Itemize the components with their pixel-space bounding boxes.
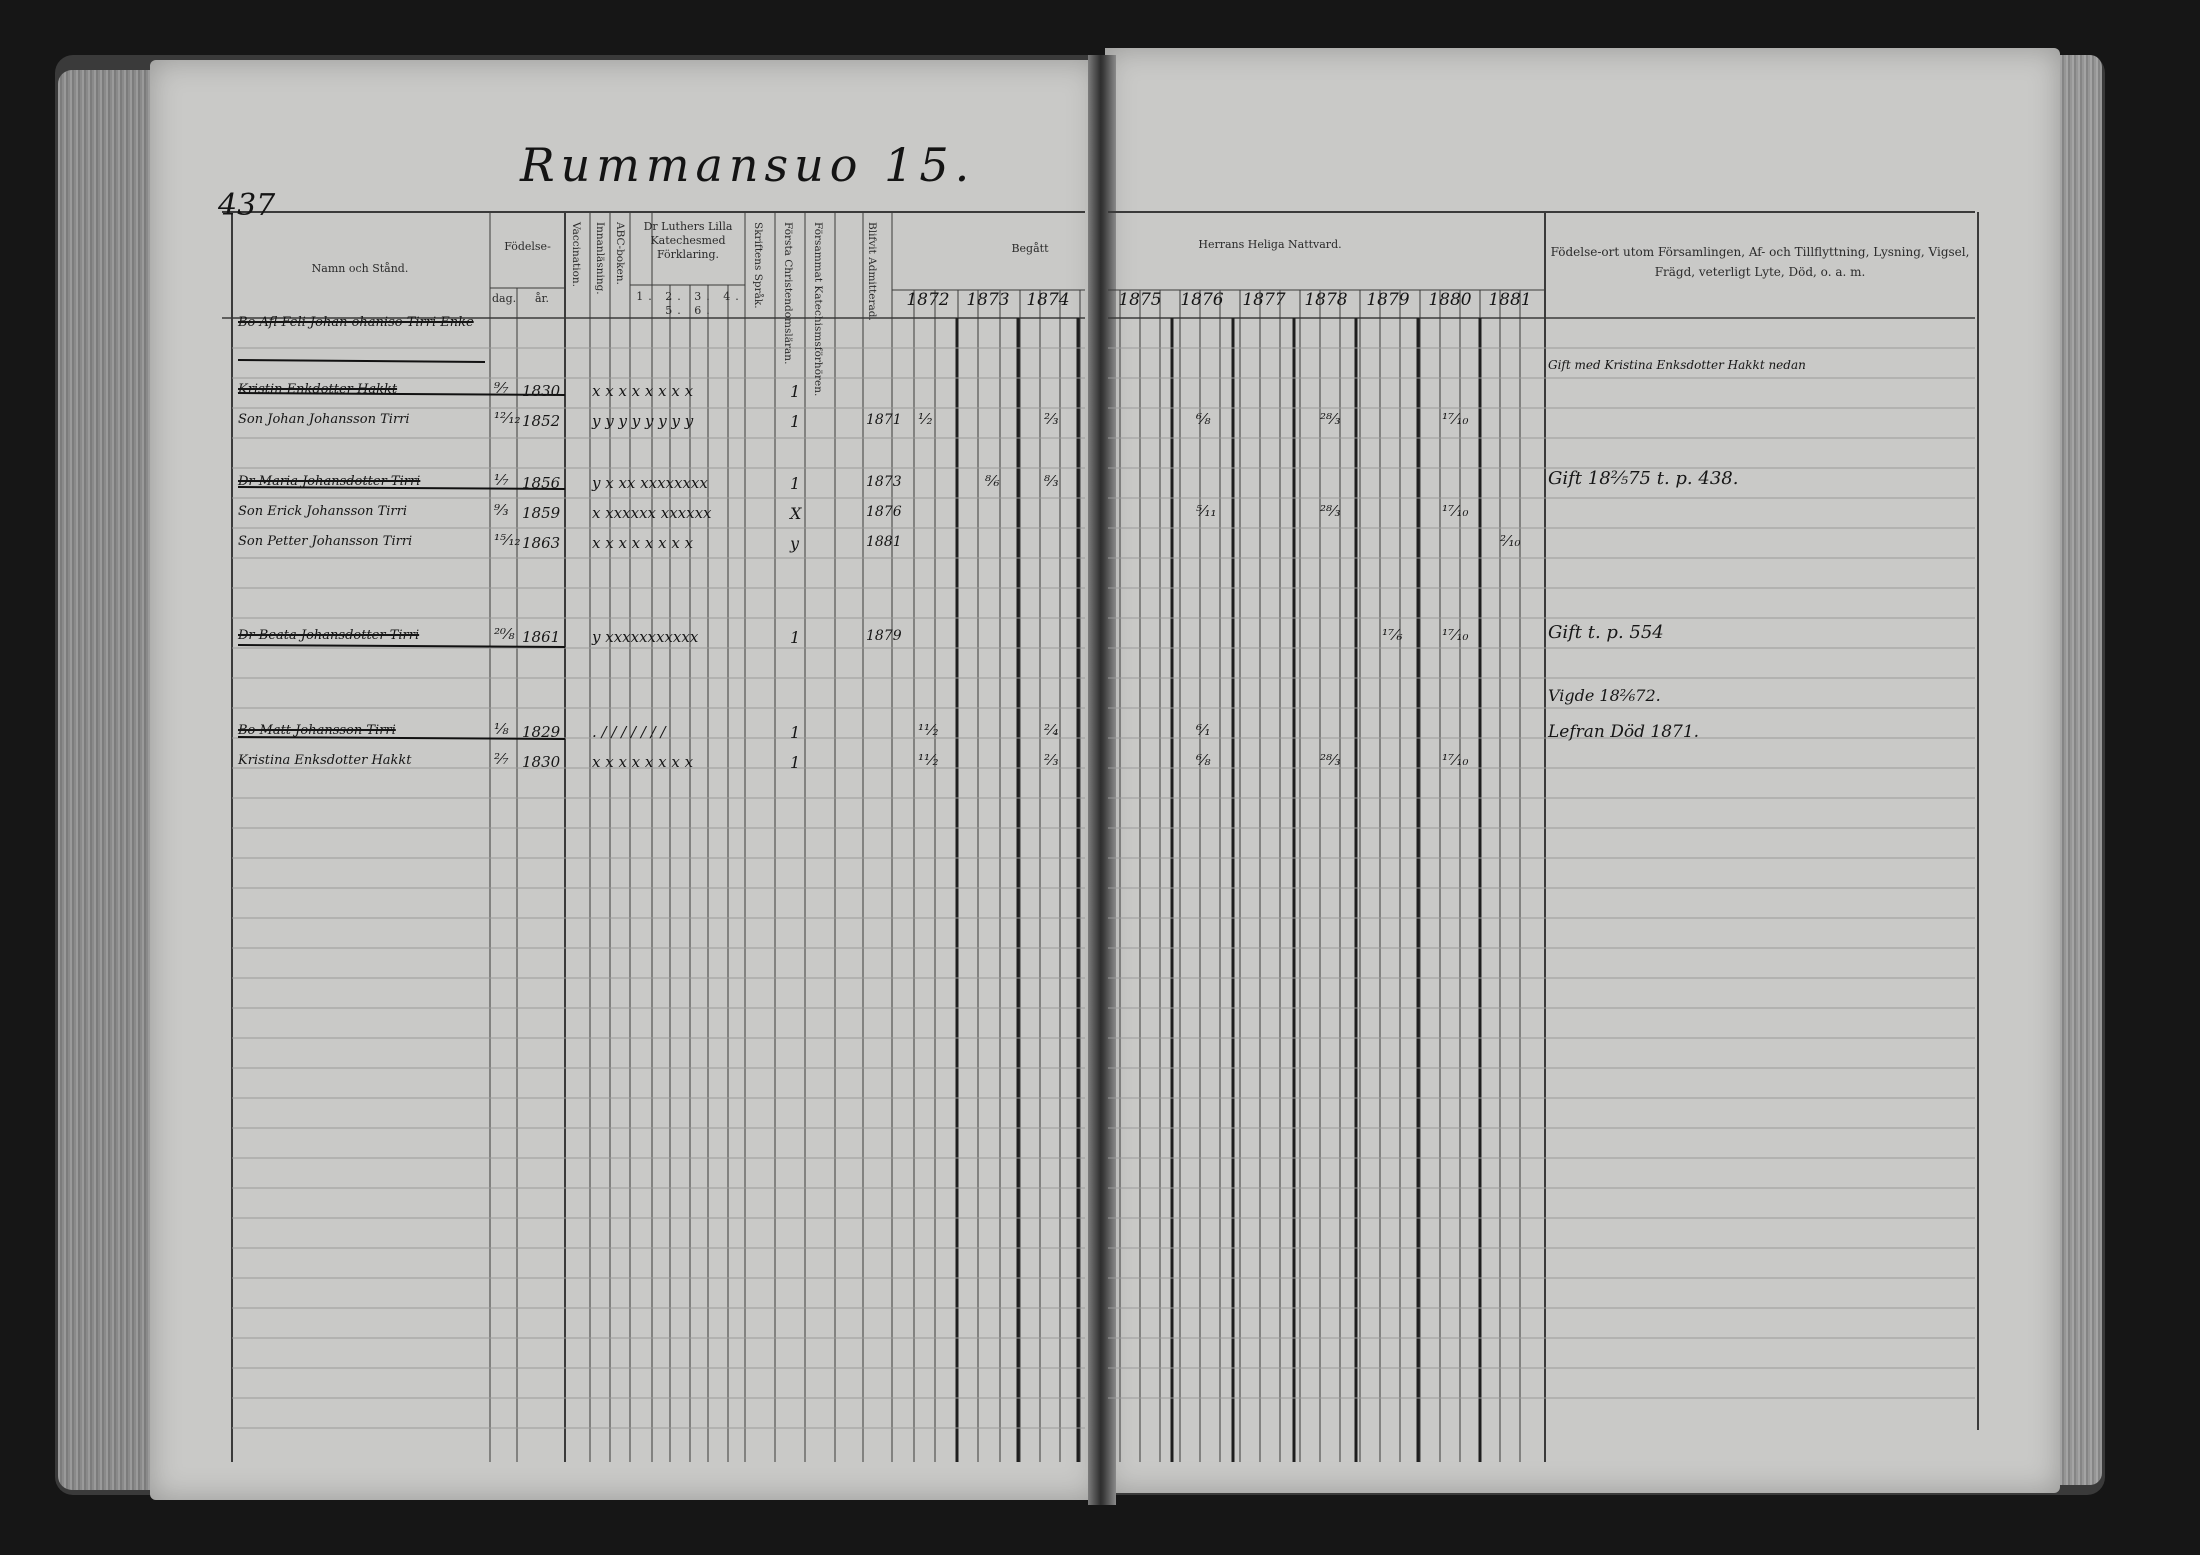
year-1881: 1881 bbox=[1488, 290, 1532, 310]
entry-marks: x x x x x x x x bbox=[592, 534, 694, 552]
communion-date: ¹⁷⁄₁₀ bbox=[1442, 751, 1469, 769]
entry-christian-mark: 1 bbox=[790, 628, 801, 647]
header-birth-year: år. bbox=[534, 292, 550, 305]
entry-birth-day: ¹⁄₇ bbox=[494, 471, 509, 489]
entry-marks: y y y y y y y y bbox=[592, 412, 694, 430]
header-name: Namn och Stånd. bbox=[311, 262, 409, 275]
entry-birth-year: 1830 bbox=[522, 382, 561, 400]
year-1876: 1876 bbox=[1180, 290, 1224, 310]
entry-birth-year: 1863 bbox=[522, 534, 561, 552]
entry-name: Kristina Enksdotter Hakkt bbox=[238, 753, 412, 768]
entry-birth-day: ¹⁵⁄₁₂ bbox=[494, 531, 521, 549]
communion-date: ⁶⁄₈ bbox=[1196, 410, 1211, 428]
entry-birth-day: ¹⁄₈ bbox=[494, 720, 509, 738]
remark-3: Gift t. p. 554 bbox=[1548, 622, 1664, 643]
entry-birth-day: ⁹⁄₃ bbox=[494, 501, 509, 519]
year-1873: 1873 bbox=[966, 290, 1010, 310]
entry-marks: x xxxxxx xxxxxx bbox=[592, 504, 712, 522]
entry-birth-year: 1830 bbox=[522, 753, 561, 771]
entry-admitted: 1873 bbox=[866, 474, 902, 490]
communion-date: ¹⁄₂ bbox=[918, 410, 933, 428]
entry-birth-day: ²⁰⁄₈ bbox=[494, 625, 515, 643]
entry-name: Son Johan Johansson Tirri bbox=[238, 412, 410, 427]
communion-date: ²⁄₁₀ bbox=[1500, 532, 1521, 550]
header-birth: Födelse- bbox=[504, 240, 551, 253]
entry-christian-mark: y bbox=[790, 534, 800, 553]
entry-marks: y x xx xxxxxxxx bbox=[592, 474, 708, 492]
year-1877: 1877 bbox=[1242, 290, 1286, 310]
entry-birth-year: 1829 bbox=[522, 723, 561, 741]
entry-admitted: 1871 bbox=[866, 412, 902, 428]
page-title: Rummansuo 15. bbox=[520, 138, 976, 192]
entry-birth-year: 1861 bbox=[522, 628, 561, 646]
remark-4: Vigde 18²⁄₆72. bbox=[1548, 686, 1661, 705]
year-1874: 1874 bbox=[1026, 290, 1070, 310]
communion-date: ⁵⁄₁₁ bbox=[1196, 502, 1217, 520]
entry-christian-mark: 1 bbox=[790, 753, 801, 772]
header-christian: Första Christendomsläran. bbox=[782, 222, 794, 365]
entry-admitted: 1879 bbox=[866, 628, 902, 644]
communion-date: ²⁄₃ bbox=[1044, 410, 1059, 428]
header-nattvard: Herrans Heliga Nattvard. bbox=[1198, 238, 1342, 251]
header-reading: Innanläsning. bbox=[594, 222, 606, 295]
entry-name: Bo Matt Johansson Tirri bbox=[238, 723, 396, 738]
entry-birth-year: 1856 bbox=[522, 474, 561, 492]
communion-date: ²⁸⁄₃ bbox=[1320, 410, 1341, 428]
communion-date: ¹⁷⁄₁₀ bbox=[1442, 410, 1469, 428]
header-remarks: Födelse-ort utom Församlingen, Af- och Tillflyttning, Lysning, Vigsel, Frägd, veterligt Lyte, Död, o. a. m. bbox=[1550, 245, 1970, 279]
year-1878: 1878 bbox=[1304, 290, 1348, 310]
header-begatt: Begått bbox=[1011, 242, 1049, 255]
entry-christian-mark: 1 bbox=[790, 382, 801, 401]
entry-name: Son Petter Johansson Tirri bbox=[238, 534, 413, 549]
communion-date: ²⁄₃ bbox=[1044, 751, 1059, 769]
communion-date: ⁸⁄₃ bbox=[1044, 472, 1059, 490]
entry-name: Dr Maria Johansdotter Tirri bbox=[238, 474, 421, 489]
communion-date: ²⁸⁄₃ bbox=[1320, 751, 1341, 769]
communion-date: ⁶⁄₁ bbox=[1196, 721, 1211, 739]
entry-name: Son Erick Johansson Tirri bbox=[238, 504, 408, 519]
communion-date: ¹¹⁄₂ bbox=[918, 751, 939, 769]
entry-name: Dr Beata Johansdotter Tirri bbox=[238, 628, 420, 643]
header-birth-day: dag. bbox=[492, 292, 517, 305]
entry-birth-day: ⁹⁄₇ bbox=[494, 379, 509, 397]
header-admitted: Blifvit Admitterad. bbox=[866, 222, 878, 321]
header-abc: ABC-boken. bbox=[614, 222, 626, 285]
header-catechism: Dr Luthers Lilla Katechesmed Förklaring. bbox=[643, 220, 733, 261]
entry-marks: x x x x x x x x bbox=[592, 753, 694, 771]
entry-marks: y xxxxxxxxxxx bbox=[592, 628, 699, 646]
communion-date: ²⁄₄ bbox=[1044, 721, 1059, 739]
year-1879: 1879 bbox=[1366, 290, 1410, 310]
entry-marks: x x x x x x x x bbox=[592, 382, 694, 400]
entry-christian-mark: 1 bbox=[790, 474, 801, 493]
entry-christian-mark: 1 bbox=[790, 723, 801, 742]
communion-date: ¹¹⁄₂ bbox=[918, 721, 939, 739]
year-1880: 1880 bbox=[1428, 290, 1472, 310]
page-number: 437 bbox=[218, 188, 276, 223]
entry-marks: . / / / / / / / bbox=[592, 723, 666, 741]
header-catechism-nums: 1. 2. 3. 4. 5. 6. bbox=[636, 290, 744, 317]
entry-birth-year: 1852 bbox=[522, 412, 561, 430]
entry-birth-day: ¹²⁄₁₂ bbox=[494, 409, 521, 427]
remark-5: Lefran Död 1871. bbox=[1548, 722, 1700, 742]
remark-2: Gift 18²⁄₅75 t. p. 438. bbox=[1548, 468, 1739, 489]
header-forsamling: Försammat Katechismsförhören. bbox=[812, 222, 824, 397]
entry-birth-year: 1859 bbox=[522, 504, 561, 522]
header-vaccination: Vaccination. bbox=[570, 222, 582, 288]
entry-name: Kristin Enkdotter Hakkt bbox=[238, 382, 398, 397]
entry-christian-mark: X bbox=[790, 504, 802, 523]
year-1872: 1872 bbox=[906, 290, 950, 310]
communion-date: ¹⁷⁄₁₀ bbox=[1442, 626, 1469, 644]
header-skrift: Skriftens Språk. bbox=[752, 222, 764, 309]
communion-date: ⁶⁄₈ bbox=[1196, 751, 1211, 769]
communion-date: ¹⁷⁄₁₀ bbox=[1442, 502, 1469, 520]
entry-admitted: 1881 bbox=[866, 534, 902, 550]
entry-birth-day: ²⁄₇ bbox=[494, 750, 509, 768]
communion-date: ¹⁷⁄₆ bbox=[1382, 626, 1403, 644]
year-1875: 1875 bbox=[1118, 290, 1162, 310]
communion-date: ⁸⁄₆ bbox=[985, 472, 1000, 490]
remark-1: Gift med Kristina Enksdotter Hakkt nedan bbox=[1548, 358, 1806, 372]
entry-name: Bo Afl Feli Johan ohaniso Tirri Enke bbox=[238, 315, 474, 330]
communion-date: ²⁸⁄₃ bbox=[1320, 502, 1341, 520]
entry-christian-mark: 1 bbox=[790, 412, 801, 431]
entry-admitted: 1876 bbox=[866, 504, 902, 520]
